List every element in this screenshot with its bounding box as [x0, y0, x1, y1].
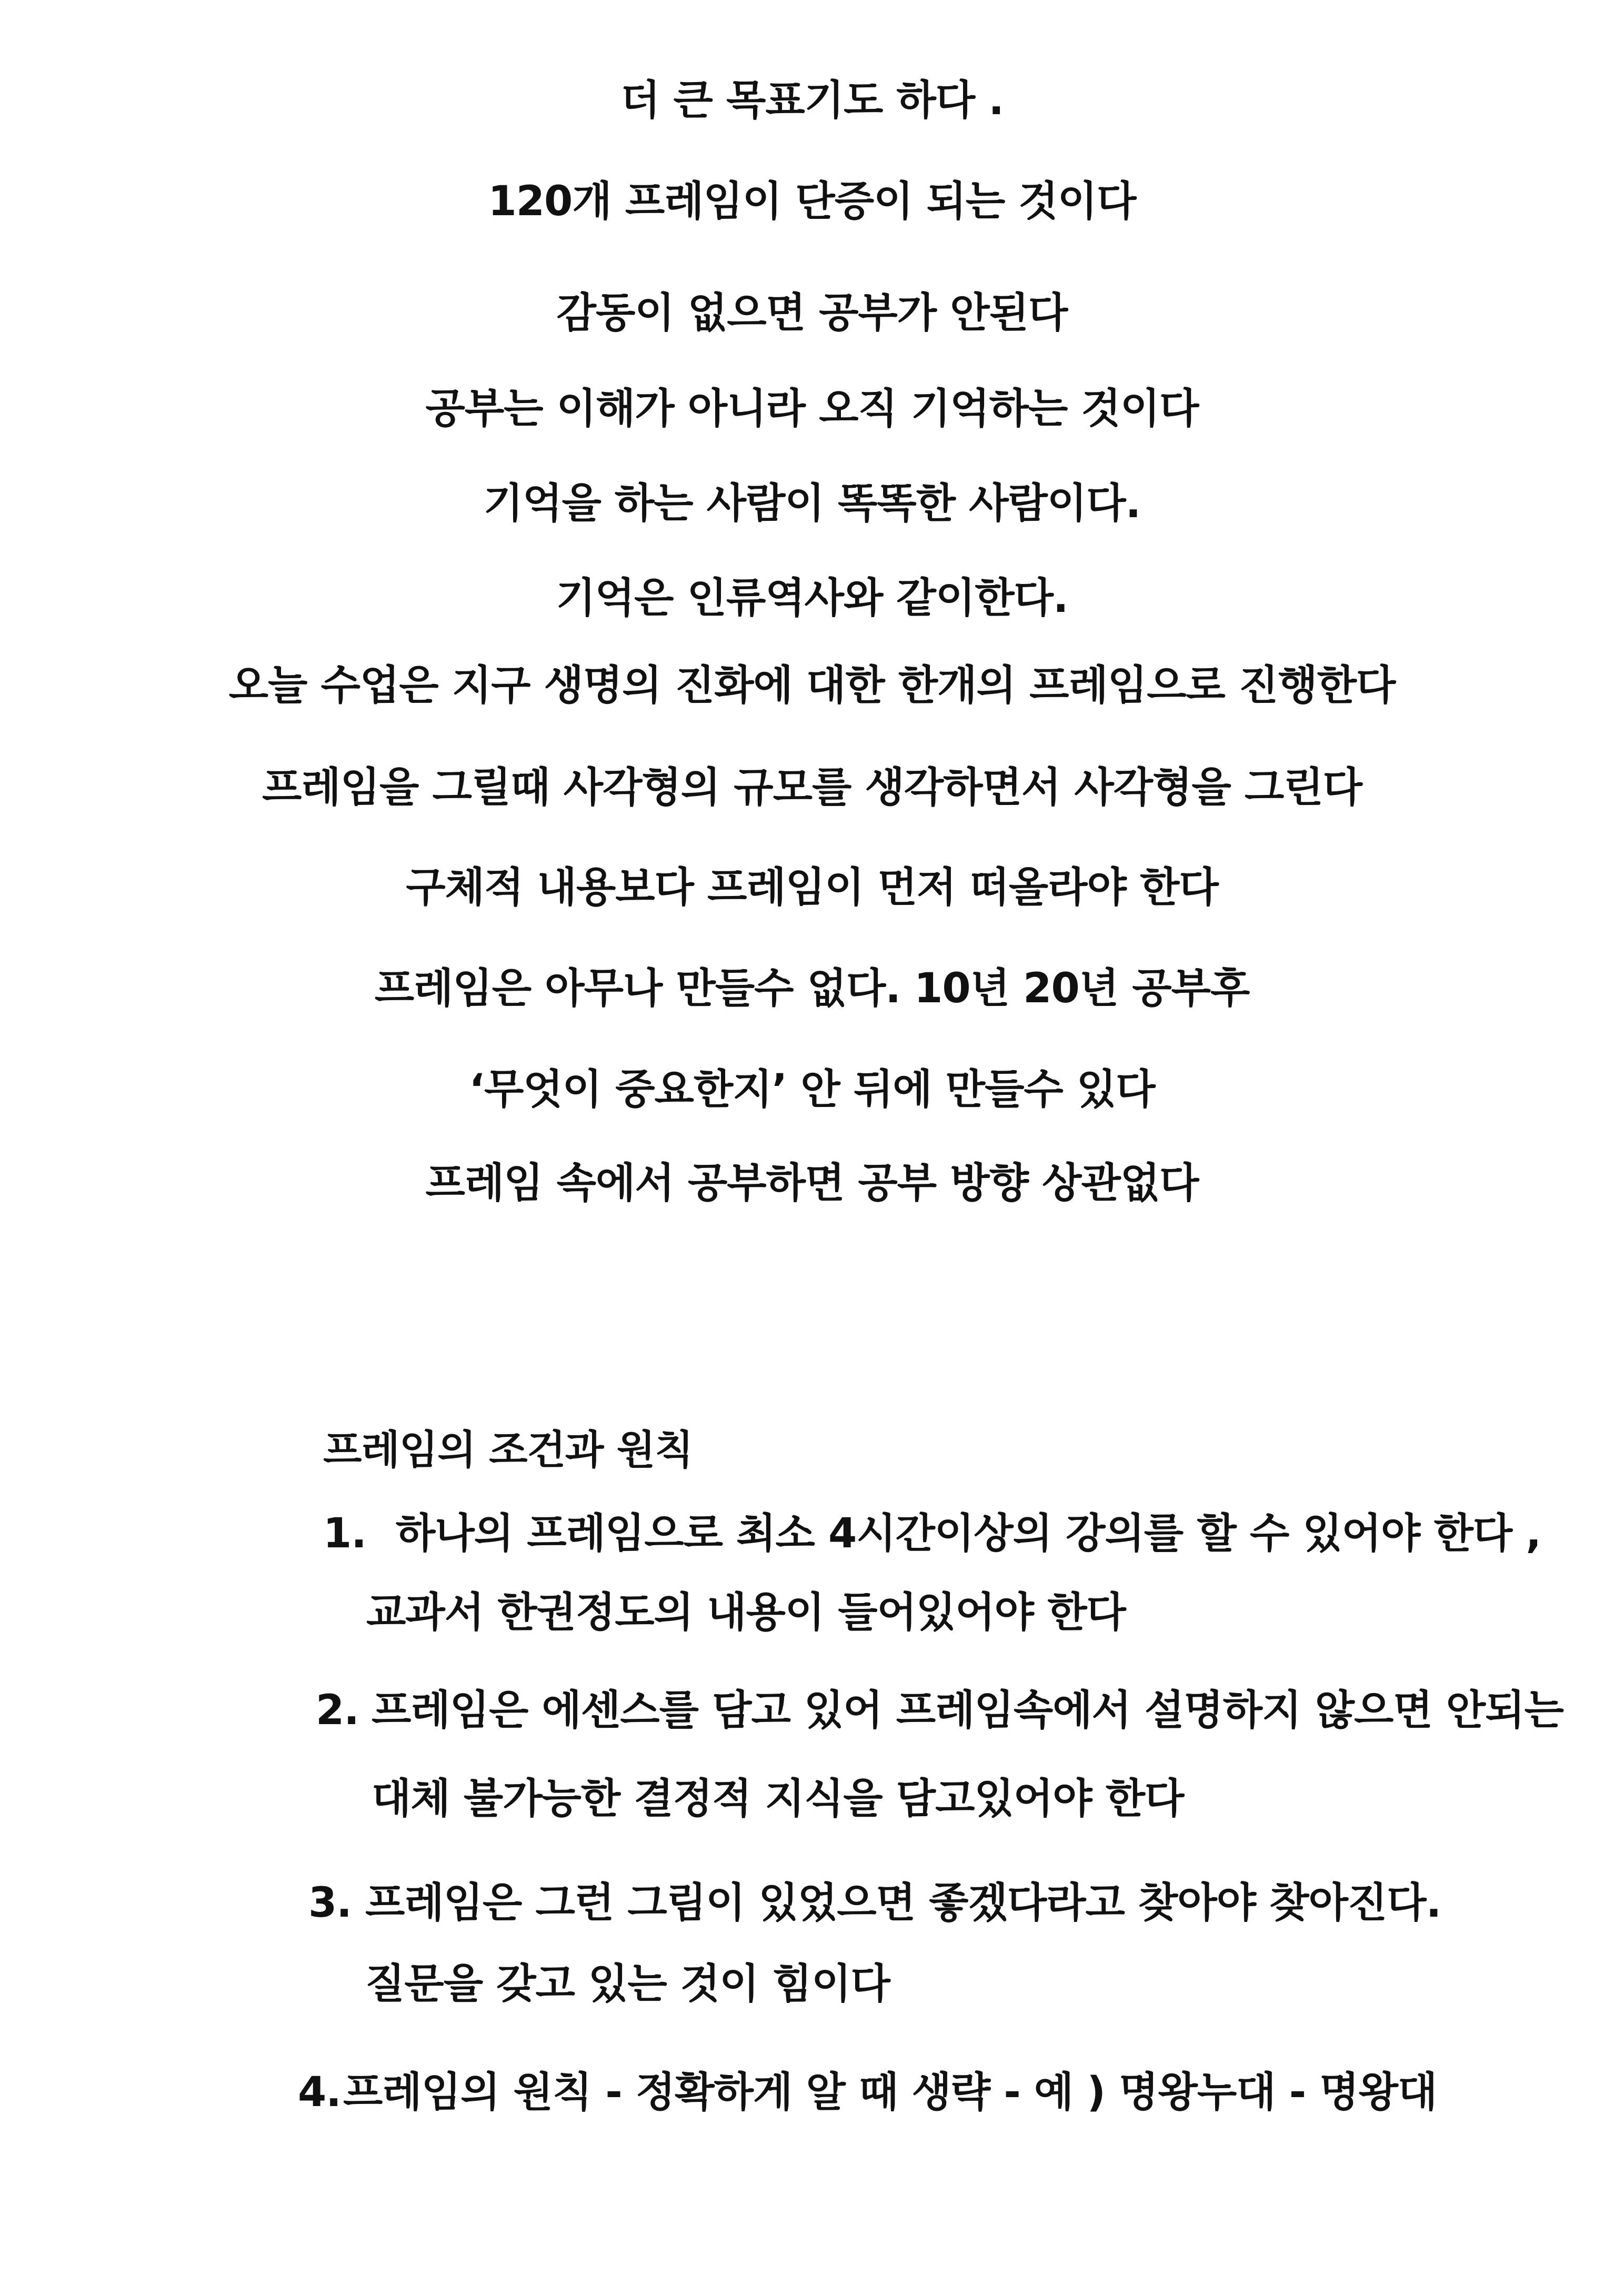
note-line-4: 공부는 이해가 아니라 오직 기억하는 것이다	[425, 385, 1199, 432]
note-line-7: 오늘 수업은 지구 생명의 진화에 대한 한개의 프레임으로 진행한다	[228, 662, 1396, 709]
note-line-11: ‘무엇이 중요한지’ 안 뒤에 만들수 있다	[469, 1066, 1155, 1113]
note-line-1: 더 큰 목표기도 하다 .	[620, 77, 1004, 124]
note-line-8: 프레임을 그릴때 사각형의 규모를 생각하면서 사각형을 그린다	[262, 764, 1362, 811]
section-title: 프레임의 조건과 원칙	[323, 1426, 693, 1473]
note-line-5: 기억을 하는 사람이 똑똑한 사람이다.	[483, 480, 1141, 527]
note-line-3: 감동이 없으면 공부가 안된다	[556, 289, 1068, 337]
note-line-9: 구체적 내용보다 프레임이 먼저 떠올라야 한다	[406, 864, 1218, 911]
item-text-line-1: 프레임은 그런 그림이 있었으면 좋겠다라고 찾아야 찾아진다.	[365, 1879, 1441, 1927]
item-text-line-1: 프레임의 원칙 - 정확하게 알 때 생략 - 예 ) 명왕누대 - 명왕대	[343, 2069, 1437, 2116]
item-number: 4.	[298, 2069, 341, 2116]
item-number: 1.	[323, 1510, 366, 1557]
note-line-12: 프레임 속에서 공부하면 공부 방향 상관없다	[425, 1160, 1199, 1207]
item-number: 2.	[316, 1687, 359, 1734]
item-text-line-2: 질문을 갖고 있는 것이 힘이다	[365, 1960, 890, 2008]
item-text-line-1: 하나의 프레임으로 최소 4시간이상의 강의를 할 수 있어야 한다 ,	[396, 1510, 1541, 1557]
note-line-10: 프레임은 아무나 만들수 없다. 10년 20년 공부후	[374, 965, 1250, 1012]
item-text-line-2: 대체 불가능한 결정적 지식을 담고있어야 한다	[372, 1775, 1184, 1822]
note-line-2: 120개 프레임이 단증이 되는 것이다	[488, 178, 1136, 225]
item-text-line-2: 교과서 한권정도의 내용이 들어있어야 한다	[366, 1589, 1126, 1636]
note-line-6: 기억은 인류역사와 같이한다.	[556, 575, 1068, 622]
item-number: 3.	[308, 1879, 352, 1927]
item-text-line-1: 프레임은 에센스를 담고 있어 프레임속에서 설명하지 않으면 안되는	[372, 1687, 1563, 1734]
